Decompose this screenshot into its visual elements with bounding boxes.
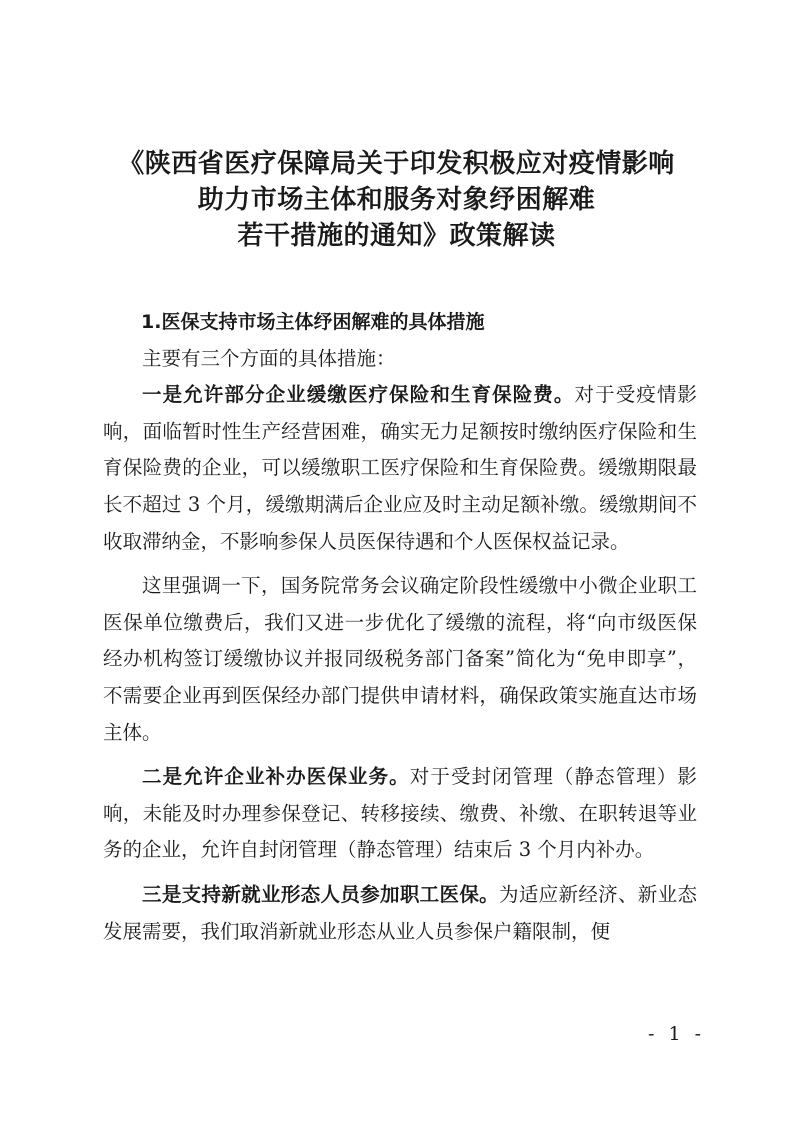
measure-1-text: 对于受疫情影响，面临暂时性生产经营困难，确实无力足额按时缴纳医疗保险和生育保险费的企业，可以缓缴职工医疗保险和生育保险费。缓缴期限最长不超过 3 个月，缓缴期满后企业应及时主动足额补缴。缓缴期间不收取滞纳金，不影响参保人员医保待遇和个人医保权益记录。 xyxy=(103,383,697,553)
document-body xyxy=(103,304,697,950)
section-heading: 1.医保支持市场主体纾困解难的具体措施 xyxy=(141,311,485,333)
measure-1-lead: 一是允许部分企业缓缴医疗保险和生育保险费。 xyxy=(142,383,575,407)
measure-3-paragraph xyxy=(103,877,697,950)
measure-3-lead: 三是支持新就业形态人员参加职工医保。 xyxy=(142,882,499,906)
measure-2-paragraph xyxy=(103,759,697,869)
measure-1-paragraph xyxy=(103,377,697,560)
measure-2-text: 对于受封闭管理（静态管理）影响，未能及时办理参保登记、转移接续、缴费、补缴、在职转退等业务的企业，允许自封闭管理（静态管理）结束后 3 个月内补办。 xyxy=(103,765,697,862)
measure-2-lead: 二是允许企业补办医保业务。 xyxy=(142,765,410,789)
title-line-3: 若干措施的通知》政策解读 xyxy=(237,221,556,251)
measure-3-text: 为适应新经济、新业态发展需要，我们取消新就业形态从业人员参保户籍限制，便 xyxy=(103,882,697,943)
title-line-2: 助力市场主体和服务对象纾困解难 xyxy=(197,185,596,215)
page-number: - 1 - xyxy=(647,1023,705,1045)
intro-paragraph: 主要有三个方面的具体措施： xyxy=(142,346,396,370)
emphasis-paragraph: 这里强调一下，国务院常务会议确定阶段性缓缴中小微企业职工医保单位缴费后，我们又进一步优化了缓缴的流程，将“向市级医保经办机构签订缓缴协议并报同级税务部门备案”简化为“免申即享”，不需要企业再到医保经办部门提供申请材料，确保政策实施直达市场主体。 xyxy=(103,574,697,744)
title-line-1: 《陕西省医疗保障局关于印发积极应对疫情影响 xyxy=(118,149,675,179)
document-title xyxy=(0,146,793,254)
